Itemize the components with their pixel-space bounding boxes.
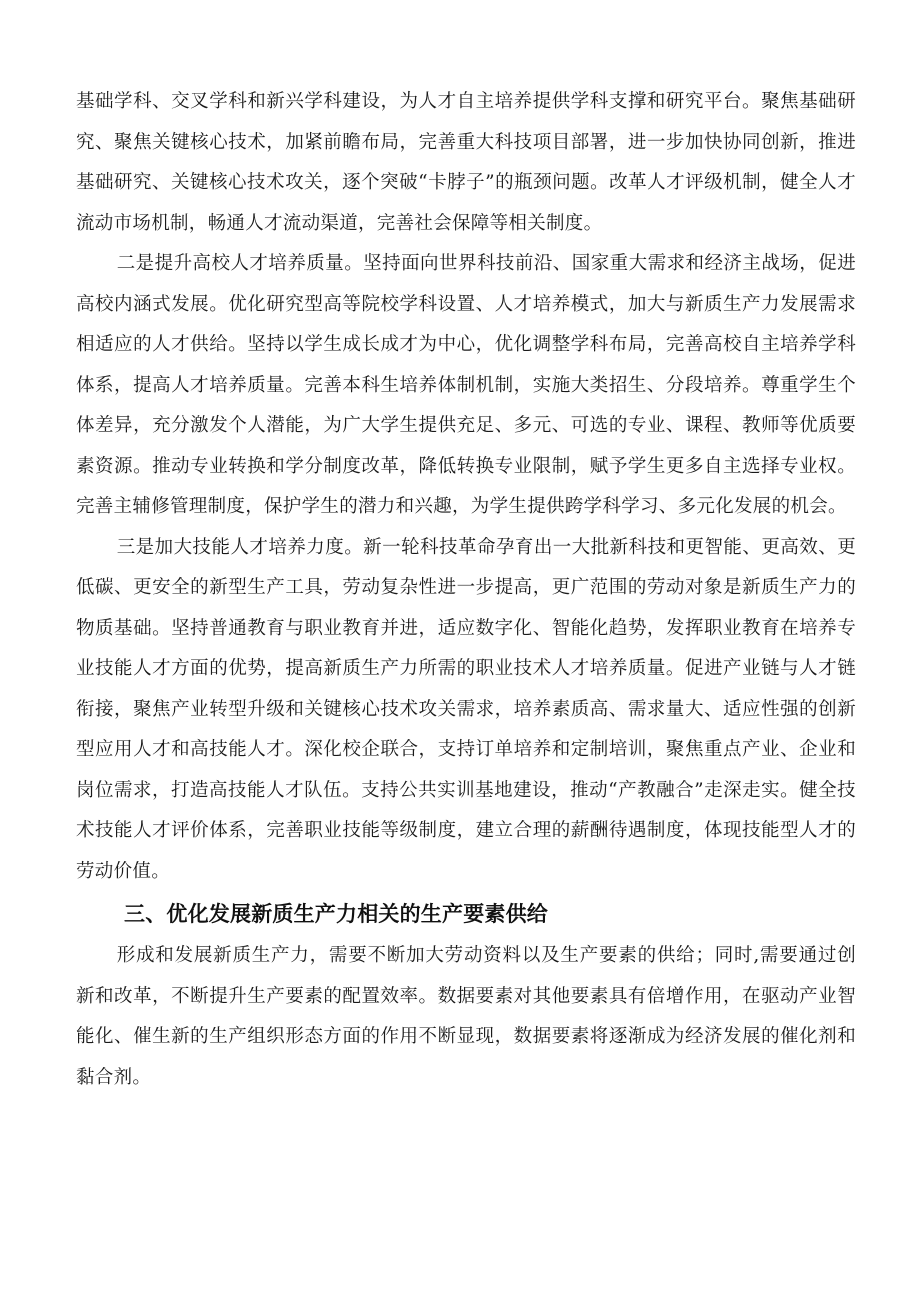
section-heading: 三、优化发展新质生产力相关的生产要素供给 [124, 902, 548, 926]
paragraph-university-training: 二是提升高校人才培养质量。坚持面向世界科技前沿、国家重大需求和经济主战场，促进高校内涵式发展。优化研究型高等院校学科设置、人才培养模式，加大与新质生产力发展需求相适应的人才供给。坚持以学生成长成才为中心，优化调整学科布局，完善高校自主培养学科体系，提高人才培养质量。完善本科生培养体制机制，实施大类招生、分段培养。尊重学生个体差异，充分激发个人潜能，为广大学生提供充足、多元、可选的专业、课程、教师等优质要素资源。推动专业转换和学分制度改革，降低转换专业限制，赋予学生更多自主选择专业权。完善主辅修管理制度，保护学生的潜力和兴趣，为学生提供跨学科学习、多元化发展的机会。 [76, 253, 856, 517]
paragraph-production-factors: 形成和发展新质生产力，需要不断加大劳动资料以及生产要素的供给；同时,需要通过创新和改革，不断提升生产要素的配置效率。数据要素对其他要素具有倍增作用，在驱动产业智能化、催生新的生产组织形态方面的作用不断显现，数据要素将逐渐成为经济发展的催化剂和黏合剂。 [76, 945, 856, 1088]
paragraph-skilled-talent: 三是加大技能人才培养力度。新一轮科技革命孕育出一大批新科技和更智能、更高效、更低碳、更安全的新型生产工具，劳动复杂性进一步提高，更广范围的劳动对象是新质生产力的物质基础。坚持普通教育与职业教育并进，适应数字化、智能化趋势，发挥职业教育在培养专业技能人才方面的优势，提高新质生产力所需的职业技术人才培养质量。促进产业链与人才链衔接，聚焦产业转型升级和关键核心技术攻关需求，培养素质高、需求量大、适应性强的创新型应用人才和高技能人才。深化校企联合，支持订单培养和定制培训，聚焦重点产业、企业和岗位需求，打造高技能人才队伍。支持公共实训基地建设，推动“产教融合”走深走实。健全技术技能人才评价体系，完善职业技能等级制度，建立合理的薪酬待遇制度，体现技能型人才的劳动价值。 [76, 536, 856, 882]
document-page [76, 82, 856, 1098]
paragraph-continuation: 基础学科、交叉学科和新兴学科建设，为人才自主培养提供学科支撑和研究平台。聚焦基础研究、聚焦关键核心技术，加紧前瞻布局，完善重大科技项目部署，进一步加快协同创新，推进基础研究、关键核心技术攻关，逐个突破“卡脖子”的瓶颈问题。改革人才评级机制，健全人才流动市场机制，畅通人才流动渠道，完善社会保障等相关制度。 [76, 91, 856, 234]
